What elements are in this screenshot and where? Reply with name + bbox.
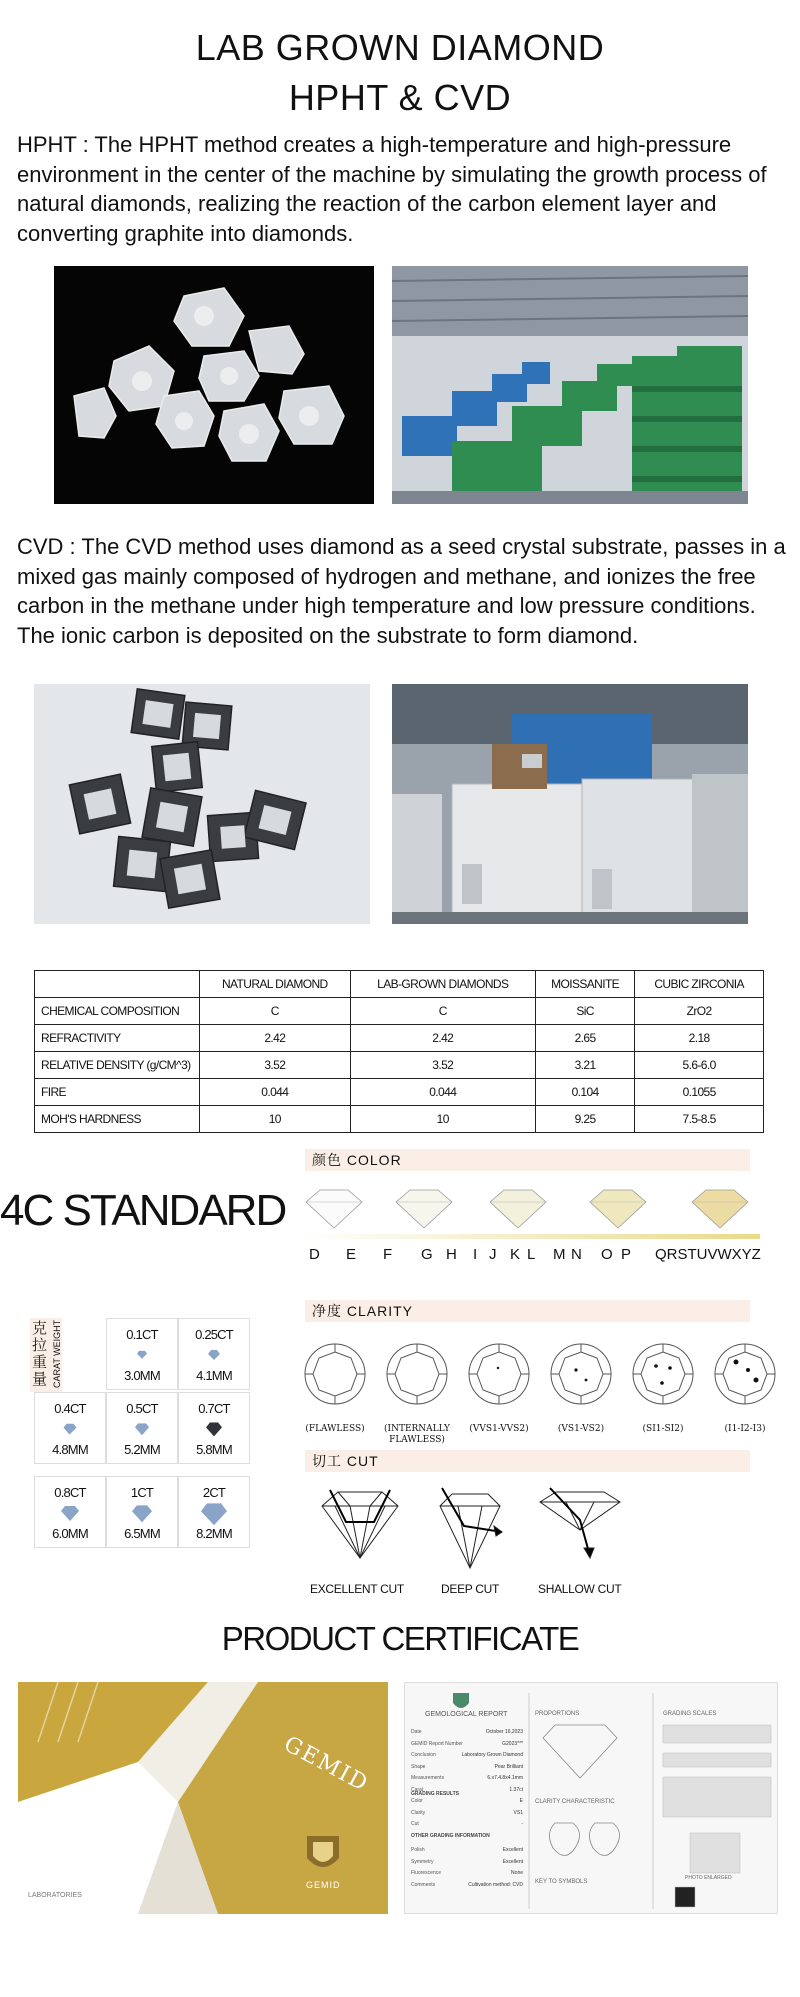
carat-cell <box>34 1392 106 1464</box>
cut-grade: DEEP CUT <box>441 1582 500 1596</box>
cvd-reactor-lab-photo <box>392 684 748 924</box>
report-photo-enlarged: PHOTO ENLARGED <box>685 1875 732 1881</box>
report-field-value: Cultivation method: CVD <box>468 1881 523 1888</box>
report-grading-results: GRADING RESULTS <box>411 1791 459 1797</box>
certificate-brand-small: GEMID <box>306 1880 341 1890</box>
table-header-row <box>35 971 764 998</box>
color-grade: E <box>346 1246 357 1263</box>
table-cell: 3.52 <box>350 1052 535 1079</box>
color-grade: G <box>421 1246 433 1263</box>
shield-icon <box>453 1693 469 1708</box>
table-cell: 3.21 <box>535 1052 634 1079</box>
diamond-icon <box>305 1344 365 1404</box>
report-field-value: 6.x7.4.8x4.1mm <box>487 1775 523 1781</box>
cut-grade: SHALLOW CUT <box>538 1582 622 1596</box>
report-field-label: Date <box>411 1729 422 1735</box>
table-header-cell <box>35 971 200 998</box>
carat-value: 0.25CT <box>195 1327 233 1342</box>
table-cell: C <box>200 998 351 1025</box>
table-cell: 10 <box>350 1106 535 1133</box>
table-cell: 5.6-6.0 <box>635 1052 764 1079</box>
diamond-icon <box>469 1344 529 1404</box>
report-field-label: Shape <box>411 1763 426 1770</box>
report-field-label: Symmetry <box>411 1858 434 1865</box>
report-field-label: GEMID Report Number <box>411 1740 463 1747</box>
report-field-value: VS1 <box>513 1809 523 1816</box>
carat-cell <box>178 1318 250 1390</box>
color-grade: H <box>446 1246 457 1263</box>
report-field-label: Clarity <box>411 1809 426 1816</box>
carat-value: 0.4CT <box>54 1401 86 1416</box>
color-grade: O <box>601 1246 613 1263</box>
certificate-folder-photo <box>18 1682 388 1914</box>
report-title: GEMOLOGICAL REPORT <box>425 1711 508 1718</box>
report-field-label: Color <box>411 1798 423 1804</box>
report-field-value: - <box>521 1821 523 1827</box>
carat-size: 5.2MM <box>124 1442 160 1457</box>
table-cell: 3.52 <box>200 1052 351 1079</box>
table-cell: 7.5-8.5 <box>635 1106 764 1133</box>
clarity-section-label: 净度 CLARITY <box>305 1300 750 1322</box>
cvd-description: CVD : The CVD method uses diamond as a seed crystal substrate, passes in a mixed gas mainly composed of hydrogen and methane, and ionizes the free carbon in the methane under high temperature and low pressure conditions. The ionic carbon is deposited on the substrate to form diamond. <box>17 534 786 648</box>
table-row-label: CHEMICAL COMPOSITION <box>35 998 200 1025</box>
cut-grade: EXCELLENT CUT <box>310 1582 404 1596</box>
diamond-icon <box>201 1503 227 1525</box>
diamond-icon <box>135 1423 149 1435</box>
cut-diagrams-row <box>310 1486 640 1576</box>
carat-size: 6.0MM <box>52 1526 88 1541</box>
table-cell: ZrO2 <box>635 998 764 1025</box>
table-row <box>35 1106 764 1133</box>
table-row-label: REFRACTIVITY <box>35 1025 200 1052</box>
clarity-grade: (SI1-SI2) <box>642 1424 684 1434</box>
comparison-table <box>34 970 764 1133</box>
table-cell: 2.65 <box>535 1025 634 1052</box>
cvd-diamonds-photo <box>34 684 370 924</box>
report-field-value: October 16,2023 <box>485 1729 523 1735</box>
page-title: LAB GROWN DIAMOND <box>195 27 605 68</box>
color-grade: N <box>571 1246 582 1263</box>
diamond-icon <box>137 1351 147 1359</box>
color-grade: D <box>309 1246 320 1263</box>
certificate-title: PRODUCT CERTIFICATE <box>221 1620 579 1657</box>
color-grade: K <box>510 1246 521 1263</box>
diamond-icon <box>715 1344 775 1404</box>
carat-cell <box>178 1476 250 1548</box>
carat-size: 5.8MM <box>196 1442 232 1457</box>
report-field-value: Excellent <box>502 1847 523 1853</box>
diamond-icon <box>306 1190 748 1228</box>
carat-weight-label-cn: 克拉重量 <box>32 1320 48 1388</box>
carat-cell <box>106 1392 178 1464</box>
table-header-cell: LAB-GROWN DIAMONDS <box>350 971 535 998</box>
hpht-press-factory-photo <box>392 266 748 504</box>
color-section-label: 颜色 COLOR <box>305 1149 750 1171</box>
table-cell: 0.104 <box>535 1079 634 1106</box>
table-cell: 0.044 <box>200 1079 351 1106</box>
diamond-icon <box>208 1350 220 1360</box>
carat-value: 0.5CT <box>126 1401 158 1416</box>
hpht-diamonds-photo <box>54 266 374 504</box>
table-row-label: FIRE <box>35 1079 200 1106</box>
report-key-to-symbols: KEY TO SYMBOLS <box>535 1879 588 1885</box>
carat-cell <box>106 1318 178 1390</box>
diamond-icon <box>440 1488 502 1568</box>
color-grade: QRSTUVWXYZ <box>655 1246 761 1263</box>
table-row <box>35 998 764 1025</box>
certificate-lab-label: LABORATORIES <box>28 1892 82 1899</box>
report-field-value: E <box>519 1798 523 1804</box>
carat-size: 4.8MM <box>52 1442 88 1457</box>
table-header-cell: NATURAL DIAMOND <box>200 971 351 998</box>
clarity-grade: (VS1-VS2) <box>557 1424 605 1434</box>
carat-weight-label-en: CARAT WEIGHT <box>52 1319 62 1388</box>
table-cell: C <box>350 998 535 1025</box>
report-field-label: Cut <box>411 1821 419 1827</box>
table-row-label: MOH'S HARDNESS <box>35 1106 200 1133</box>
report-field-value: None <box>511 1870 523 1876</box>
cut-section-label: 切工 CUT <box>305 1450 750 1472</box>
color-grade: F <box>383 1246 393 1263</box>
table-cell: 0.044 <box>350 1079 535 1106</box>
report-field-value: 1.37ct <box>509 1786 523 1793</box>
clarity-grade: (FLAWLESS) <box>305 1424 365 1434</box>
table-cell: 9.25 <box>535 1106 634 1133</box>
diamond-icon <box>322 1490 398 1558</box>
color-diamonds-row <box>300 1180 770 1240</box>
diamond-icon <box>132 1505 152 1522</box>
diamond-icon <box>551 1344 611 1404</box>
clarity-grade: (INTERNALLY FLAWLESS) <box>384 1424 450 1445</box>
table-row <box>35 1052 764 1079</box>
shield-icon <box>307 1836 339 1867</box>
carat-value: 1CT <box>130 1485 154 1500</box>
report-other-info: OTHER GRADING INFORMATION <box>411 1833 490 1839</box>
carat-cell <box>178 1392 250 1464</box>
carat-cell <box>106 1476 178 1548</box>
report-field-label: Polish <box>411 1847 425 1853</box>
report-field-value: Excellent <box>502 1858 523 1865</box>
report-field-label: Measurements <box>411 1775 445 1781</box>
carat-value: 2CT <box>202 1485 226 1500</box>
carat-size: 6.5MM <box>124 1526 160 1541</box>
table-cell: SiC <box>535 998 634 1025</box>
hpht-description: HPHT : The HPHT method creates a high-temperature and high-pressure environment in the center of the machine by simulating the growth process of natural diamonds, realizing the reaction of the carbon element layer and converting graphite into diamonds. <box>17 132 767 246</box>
table-header-cell: MOISSANITE <box>535 971 634 998</box>
report-field-value: Laboratory Grown Diamond <box>461 1752 523 1758</box>
diamond-icon <box>387 1344 447 1404</box>
color-grade: I <box>473 1246 478 1263</box>
carat-weight-label-box <box>30 1318 62 1392</box>
table-cell: 0.1055 <box>635 1079 764 1106</box>
report-field-label: Conclusion <box>411 1752 436 1758</box>
table-row <box>35 1025 764 1052</box>
carat-size: 4.1MM <box>196 1368 232 1383</box>
table-header-cell: CUBIC ZIRCONIA <box>635 971 764 998</box>
color-grade: J <box>489 1246 497 1263</box>
diamond-icon <box>206 1422 222 1436</box>
report-clarity-characteristic: CLARITY CHARACTERISTIC <box>535 1799 615 1805</box>
carat-value: 0.8CT <box>54 1485 86 1500</box>
carat-size: 3.0MM <box>124 1368 160 1383</box>
certificate-brand: GEMID <box>279 1731 373 1798</box>
certificate-report-photo <box>404 1682 778 1914</box>
carat-value: 0.7CT <box>198 1401 230 1416</box>
clarity-grade: (VVS1-VVS2) <box>469 1424 529 1434</box>
color-grade: M <box>553 1246 566 1263</box>
diamond-icon <box>61 1506 79 1521</box>
report-proportions: PROPORTIONS <box>535 1711 580 1717</box>
table-cell: 2.42 <box>200 1025 351 1052</box>
carat-size: 8.2MM <box>196 1526 232 1541</box>
four-c-heading: 4C STANDARD <box>0 1186 286 1235</box>
table-row <box>35 1079 764 1106</box>
diamond-icon <box>633 1344 693 1404</box>
table-cell: 2.42 <box>350 1025 535 1052</box>
report-field-value: G2023*** <box>502 1740 523 1747</box>
table-row-label: RELATIVE DENSITY (g/CM^3) <box>35 1052 200 1079</box>
report-grading-scales: GRADING SCALES <box>663 1711 717 1717</box>
carat-value: 0.1CT <box>126 1327 158 1342</box>
table-cell: 10 <box>200 1106 351 1133</box>
report-field-label: Carat <box>411 1786 424 1793</box>
table-cell: 2.18 <box>635 1025 764 1052</box>
clarity-grade: (I1-I2-I3) <box>724 1424 766 1434</box>
color-grade: P <box>621 1246 632 1263</box>
page-subtitle: HPHT & CVD <box>288 77 512 118</box>
clarity-diagrams-row <box>300 1338 780 1414</box>
carat-cell <box>34 1476 106 1548</box>
report-field-label: Fluorescence <box>411 1870 442 1876</box>
report-field-label: Comments <box>411 1881 436 1888</box>
color-grade: L <box>527 1246 536 1263</box>
diamond-icon <box>64 1424 77 1435</box>
report-field-value: Pear Brilliant <box>494 1763 523 1770</box>
diamond-icon <box>540 1488 620 1558</box>
